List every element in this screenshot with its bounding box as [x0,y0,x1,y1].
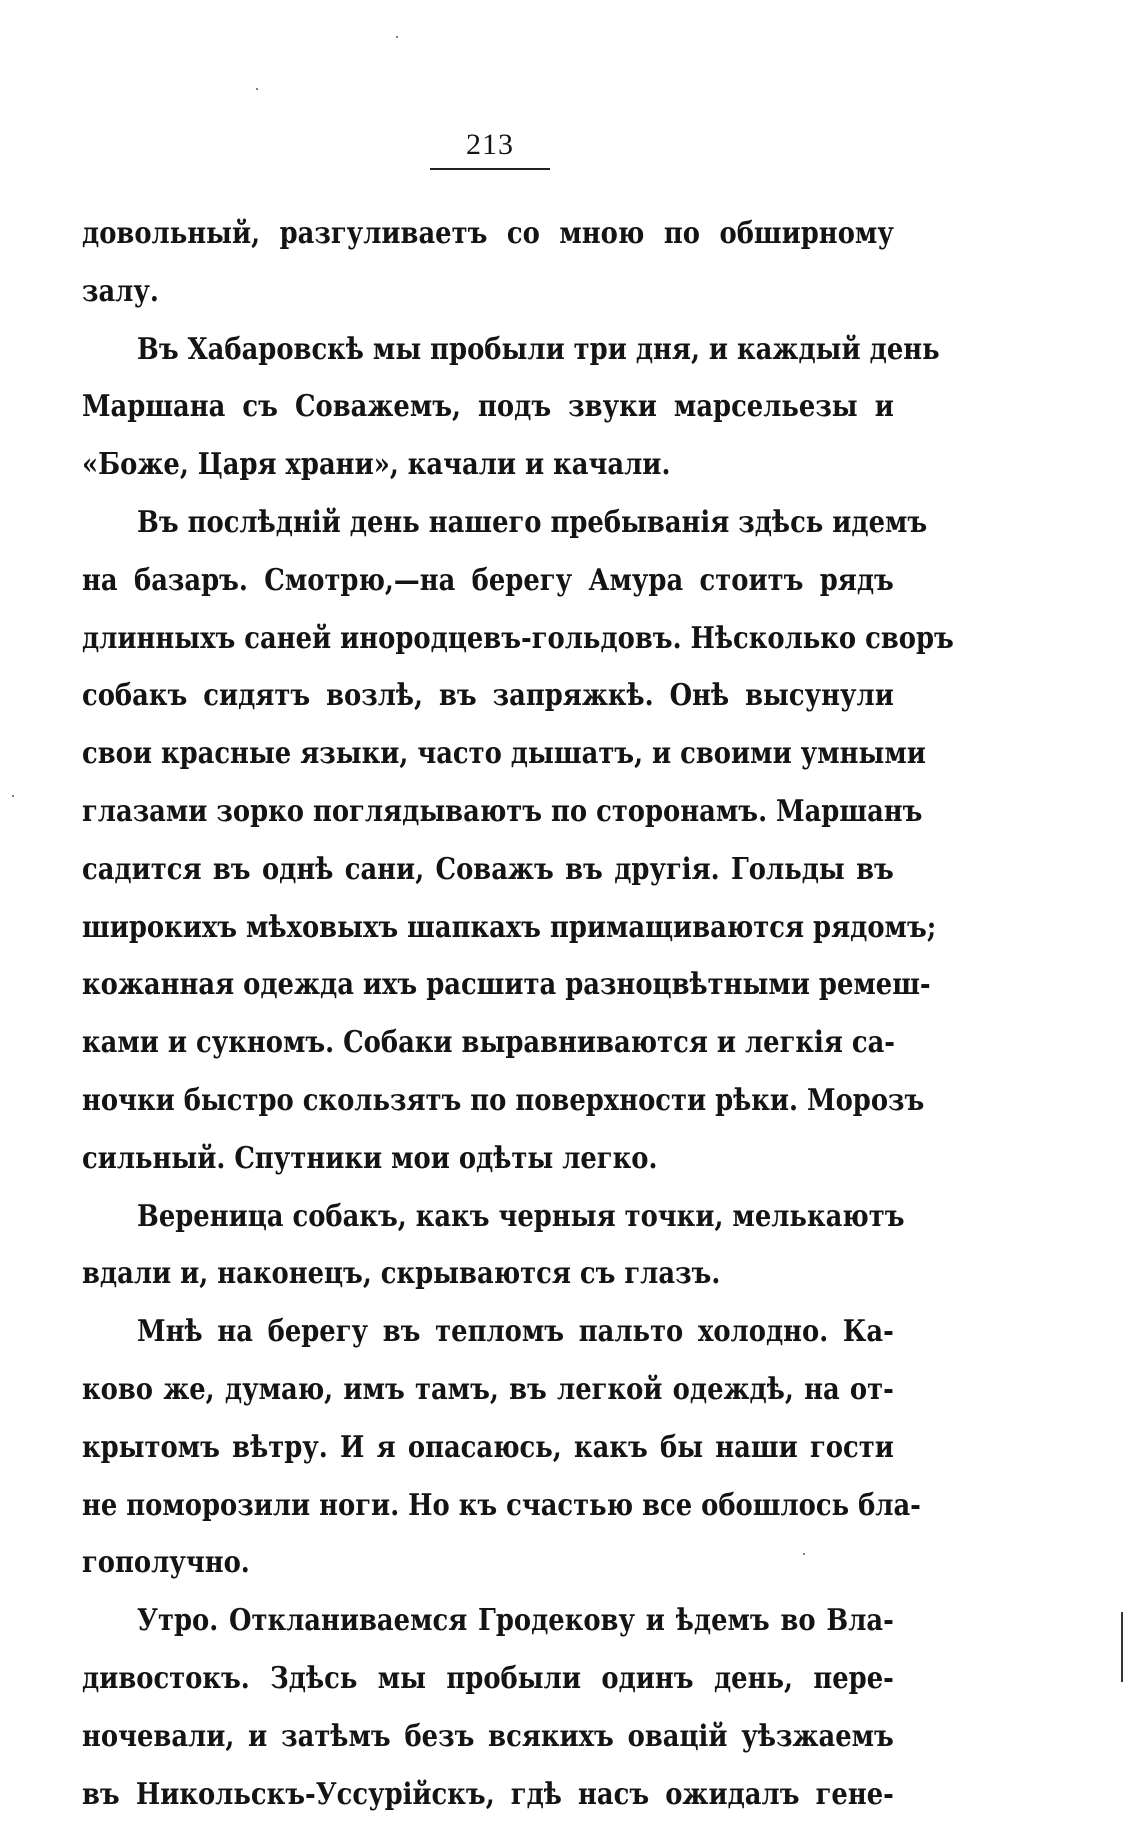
margin-mark [1121,1612,1123,1682]
text-line: ками и сукномъ. Собаки выравниваются и легкія са- [82,1025,896,1061]
text-line: сильный. Спутники мои одѣты легко. [82,1140,658,1176]
page-number: 213 [466,128,514,161]
text-line: Въ Хабаровскѣ мы пробыли три дня, и каждый день [137,331,940,367]
scan-speck [256,88,258,90]
text-line: вдали и, наконецъ, скрываются съ глазъ. [82,1256,721,1292]
text-line: широкихъ мѣховыхъ шапкахъ примащиваются рядомъ; [82,909,937,945]
text-line: Въ послѣдній день нашего пребыванія здѣсь идемъ [137,504,928,540]
text-line: крытомъ вѣтру. И я опасаюсь, какъ бы наши гости [82,1429,894,1465]
text-line: Вереница собакъ, какъ черныя точки, мелькаютъ [137,1198,905,1234]
text-line: не поморозили ноги. Но къ счастью все обошлось бла- [82,1487,921,1523]
text-line: въ Никольскъ-Уссурійскъ, гдѣ насъ ожидалъ гене- [82,1776,894,1812]
text-line: ночки быстро скользятъ по поверхности рѣки. Морозъ [82,1082,925,1118]
text-line: довольный, разгуливаетъ со мною по обширному [82,216,894,251]
text-line: на базаръ. Смотрю,—на берегу Амура стоитъ рядъ [82,562,894,598]
scan-speck [396,36,398,38]
header-rule [430,168,550,170]
text-line: дивостокъ. Здѣсь мы пробыли одинъ день, пере- [82,1660,894,1696]
text-line: гополучно. [82,1545,250,1581]
scan-speck [12,795,14,797]
text-line: ково же, думаю, имъ тамъ, въ легкой одеждѣ, на от- [82,1371,894,1407]
page-header [430,128,550,170]
text-line: длинныхъ саней инородцевъ-гольдовъ. Нѣсколько своръ [82,620,954,656]
body-text [82,205,954,1823]
text-line: глазами зорко поглядываютъ по сторонамъ. Маршанъ [82,793,923,829]
text-line: собакъ сидятъ возлѣ, въ запряжкѣ. Онѣ высунули [82,678,894,714]
text-line: свои красные языки, часто дышатъ, и своими умными [82,736,926,772]
text-line: залу. [82,273,159,309]
text-line: кожанная одежда ихъ расшита разноцвѣтными ремеш- [82,967,931,1003]
text-line: Мнѣ на берегу въ тепломъ пальто холодно. Ка- [137,1314,894,1350]
text-line: садится въ однѣ сани, Соважъ въ другія. Гольды въ [82,851,894,887]
scan-speck [803,1553,805,1555]
text-line: ночевали, и затѣмъ безъ всякихъ овацій уѣзжаемъ [82,1718,894,1754]
text-line: Маршана съ Соважемъ, подъ звуки марсельезы и [82,389,894,425]
text-line: Утро. Откланиваемся Гродекову и ѣдемъ во Вла- [137,1603,894,1639]
text-line: «Боже, Царя храни», качали и качали. [82,447,671,483]
